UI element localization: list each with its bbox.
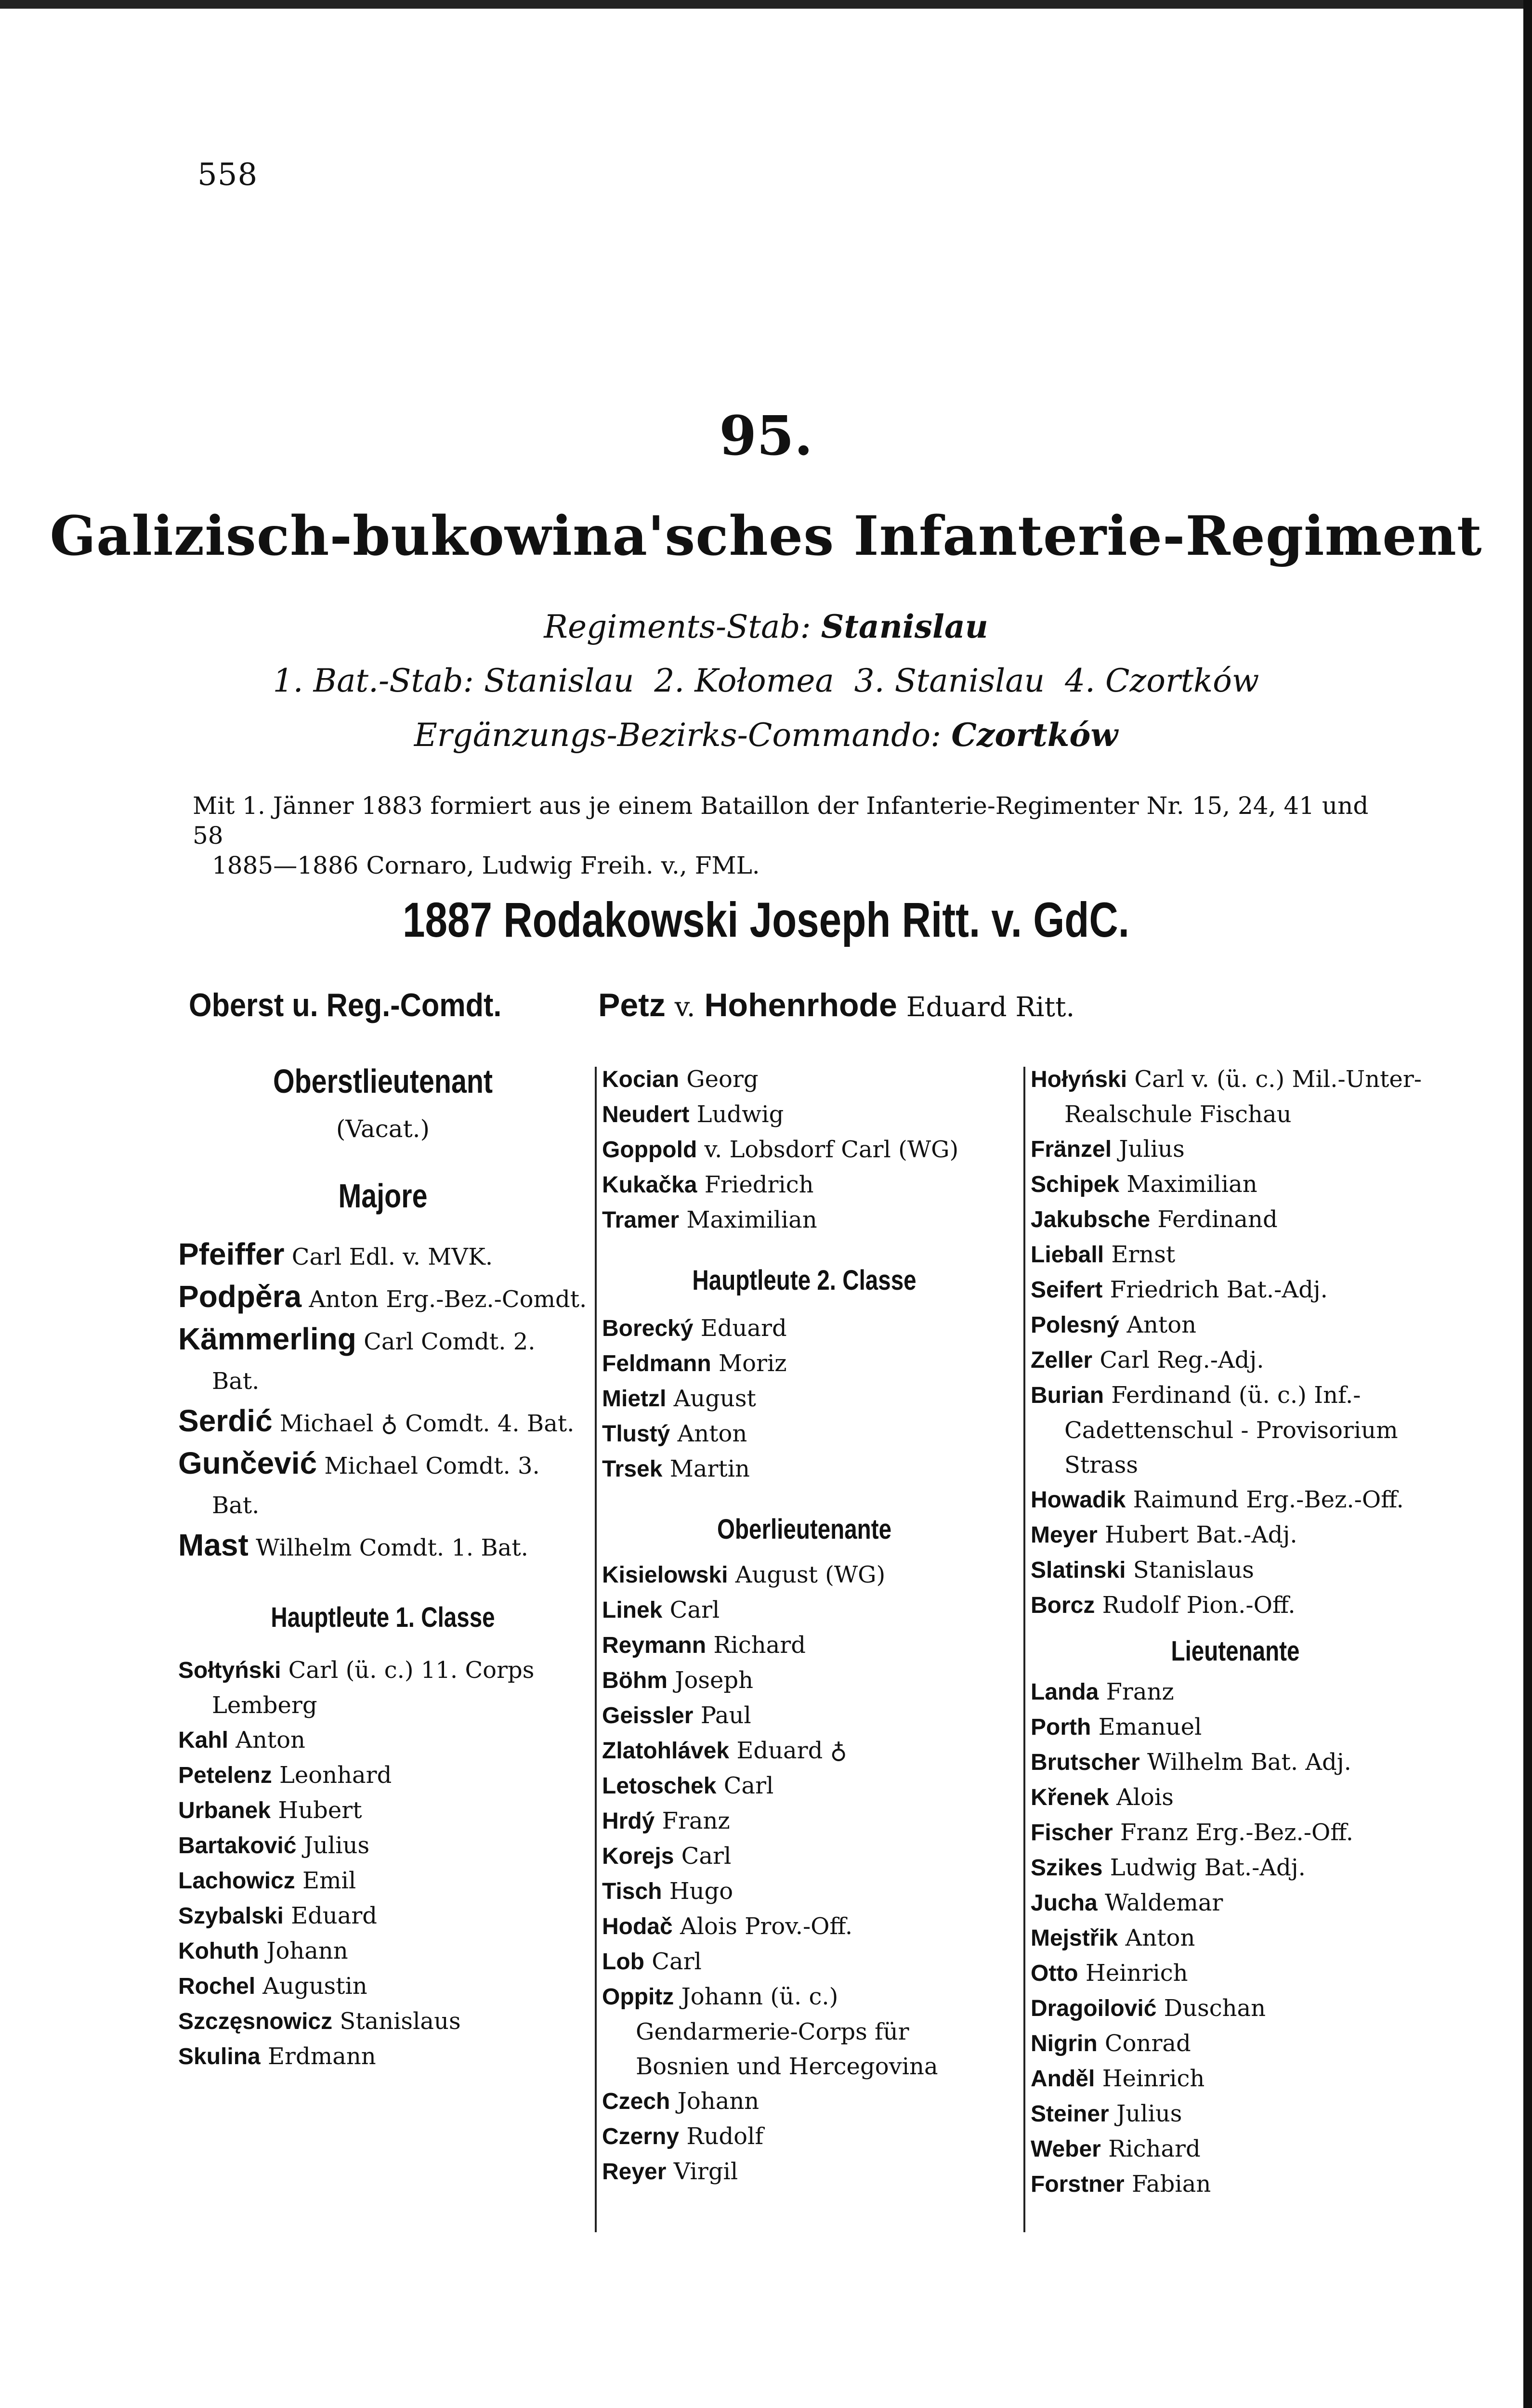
officer-surname: Hrdý [602,1808,655,1834]
officer-details: Raimund Erg.-Bez.-Off. [1133,1486,1404,1513]
officer-surname: Rochel [178,1974,256,1999]
officer-details: Carl Reg.-Adj. [1100,1347,1264,1374]
roster-entry [1031,1885,1440,1921]
scan-border-right [1523,0,1532,2408]
officer-details: Leonhard [279,1762,392,1789]
officer-details: v. Lobsdorf Carl (WG) [704,1136,959,1163]
roster-entry [1031,1815,1440,1850]
officer-surname: Schipek [1031,1172,1120,1197]
roster-entry [1031,1921,1440,1956]
officer-surname: Kämmerling [178,1322,356,1356]
hauptleute-2-list [602,1311,1007,1487]
roster-entry [602,1628,1007,1663]
officer-surname: Czerny [602,2124,680,2149]
officer-details: Johann [266,1937,348,1964]
roster-entry [602,1203,1007,1238]
roster-entry [178,1758,588,1793]
officer-surname: Oppitz [602,1984,674,2010]
column-3 [1031,1062,1440,2202]
officer-surname: Otto [1031,1961,1078,1986]
roster-entry [602,1733,1007,1768]
officer-details: Johann [677,2088,759,2115]
roster-entry [602,1346,1007,1381]
roster-entry [178,2004,588,2039]
officer-details: Duschan [1164,1995,1266,2022]
officer-details: Carl v. (ü. c.) Mil.-Unter-Realschule Fischau [1064,1066,1422,1128]
officer-surname: Skulina [178,2044,261,2069]
roster-entry [1031,2026,1440,2061]
roster-entry [602,1874,1007,1909]
officer-details: Carl (ü. c.) 11. Corps Lemberg [212,1657,535,1719]
officer-surname: Jakubsche [1031,1207,1151,1232]
officer-details: Paul [700,1702,751,1729]
officer-details: Ernst [1111,1241,1176,1268]
roster-entry [602,1698,1007,1733]
officer-surname: Petelenz [178,1763,272,1788]
officer-surname: Tisch [602,1879,662,1904]
officer-surname: Szikes [1031,1855,1103,1881]
roster-entry [1031,1675,1440,1710]
heading-oberstlieutenant: Oberstlieutenant [273,1062,493,1100]
officer-details: Friedrich [704,1171,814,1198]
roster-entry [602,1132,1007,1167]
officer-details: Emil [302,1867,356,1894]
officer-details: Maximilian [1126,1171,1257,1198]
roster-entry [602,2154,1007,2189]
officer-details: Fabian [1131,2171,1211,2198]
heading-hauptleute-1: Hauptleute 1. Classe [271,1602,495,1633]
roster-entry [602,1416,1007,1452]
officer-surname: Feldmann [602,1351,711,1376]
officer-surname: Borcz [1031,1593,1095,1618]
roster-entry [178,1898,588,1934]
regiment-stab-line [0,608,1532,645]
officer-details: Alois Prov.-Off. [680,1913,853,1940]
officer-surname: Landa [1031,1679,1099,1705]
officer-surname: Podpěra [178,1279,302,1314]
heading-lieutenante: Lieutenante [1171,1636,1300,1667]
officer-details: Anton [1126,1311,1197,1338]
officer-details: Erdmann [267,2043,376,2070]
officer-details: Georg [686,1066,759,1093]
heading-oberlieutenante: Oberlieutenante [717,1514,892,1545]
roster-entry [602,1452,1007,1487]
officer-surname: Geissler [602,1703,694,1728]
roster-entry [602,1167,1007,1203]
officer-surname: Lachowicz [178,1868,295,1894]
officer-surname: Lieball [1031,1242,1104,1268]
roster-entry [1031,1518,1440,1553]
roster-entry [178,1828,588,1863]
oberlieutenante-list [602,1557,1007,2189]
officer-details: Eduard ♁ [736,1737,847,1764]
officer-surname: Anděl [1031,2066,1095,2092]
officer-surname: Fränzel [1031,1137,1112,1162]
roster-entry [1031,2096,1440,2132]
officer-details: Michael Comdt. 3. Bat. [212,1453,540,1519]
officer-details: Carl [669,1597,720,1623]
formation-line-2: 1885—1886 Cornaro, Ludwig Freih. v., FML. [212,851,760,879]
battalion-stab-line: 1. Bat.-Stab: Stanislau 2. Kołomea 3. Stanislau 4. Czortków [273,662,1259,699]
officer-details: Anton [1125,1924,1195,1951]
officer-details: Maximilian [686,1206,817,1233]
roster-entry [178,1401,588,1443]
roster-entry [178,1969,588,2004]
officer-details: Ludwig [696,1101,784,1128]
officer-surname: Křenek [1031,1785,1109,1810]
roster-entry [1031,1553,1440,1588]
roster-entry [602,1062,1007,1097]
lieutenante-list [1031,1675,1440,2202]
roster-entry [1031,1237,1440,1272]
officer-surname: Linek [602,1597,663,1623]
officer-surname: Mast [178,1528,249,1562]
officer-details: Julius [1116,2100,1182,2127]
column-1 [178,1062,588,2074]
officer-surname: Nigrin [1031,2031,1098,2056]
roster-entry [178,1934,588,1969]
scan-border-top [0,0,1532,9]
officer-details: August (WG) [735,1561,886,1588]
officer-surname: Borecký [602,1316,694,1341]
roster-entry [178,1319,588,1401]
officer-surname: Reymann [602,1633,707,1658]
officer-details: Carl [723,1772,774,1799]
roster-entry [602,1311,1007,1346]
officer-surname: Tlustý [602,1421,670,1447]
officer-details: Rudolf Pion.-Off. [1102,1592,1296,1619]
roster-entry [1031,1062,1440,1132]
officer-surname: Weber [1031,2136,1101,2162]
officer-surname: Kukačka [602,1172,697,1198]
roster-entry [602,1944,1007,1979]
roster-entry [1031,1745,1440,1780]
officer-surname: Polesný [1031,1312,1120,1338]
officer-details: Emanuel [1098,1714,1202,1741]
officer-surname: Serdić [178,1403,273,1438]
roster-entry [178,1723,588,1758]
officer-details: Augustin [262,1973,367,2000]
oberst-line [189,986,1075,1024]
roster-entry [1031,1272,1440,1308]
column-2 [602,1062,1007,2189]
hauptleute-1-continued-list [602,1062,1007,1238]
roster-entry [1031,1780,1440,1815]
column-divider-2 [1023,1067,1025,2232]
officer-surname: Forstner [1031,2172,1125,2197]
majore-list [178,1234,588,1568]
officer-details: Julius [1119,1136,1185,1163]
roster-entry [178,2039,588,2074]
regiment-owner: 1887 Rodakowski Joseph Ritt. v. GdC. [402,892,1130,947]
officer-details: Moriz [718,1350,787,1377]
ergaenzung-label: Ergänzungs-Bezirks-Commando: [414,717,942,754]
officer-surname: Pfeiffer [178,1237,285,1271]
stab-label: Regiments-Stab: [544,608,811,645]
officer-details: Anton [236,1727,305,1754]
officer-details: Heinrich [1102,2065,1205,2092]
roster-entry [178,1653,588,1723]
officer-surname: Letoschek [602,1773,717,1799]
officer-details: Wilhelm Comdt. 1. Bat. [256,1534,528,1561]
officer-details: Ferdinand (ü. c.) Inf.-Cadettenschul - Provisorium Strass [1064,1382,1398,1479]
officer-surname: Lob [602,1949,644,1975]
officer-details: Martin [669,1455,750,1482]
officer-surname: Steiner [1031,2101,1109,2127]
officer-surname: Kahl [178,1727,229,1753]
officer-details: Stanislaus [1133,1557,1254,1584]
roster-entry [602,1593,1007,1628]
roster-entry [1031,1956,1440,1991]
officer-details: Rudolf [686,2123,764,2150]
roster-entry [602,1381,1007,1416]
officer-details: Franz [1106,1678,1174,1705]
officer-details: Stanislaus [340,2008,461,2035]
roster-entry [602,1909,1007,1944]
officer-details: Carl Comdt. 2. Bat. [212,1328,536,1395]
officer-details: Joseph [675,1667,754,1694]
officer-details: Waldemar [1105,1889,1223,1916]
officer-surname: Slatinski [1031,1557,1126,1583]
roster-entry [1031,1202,1440,1237]
officer-details: Anton [677,1420,747,1447]
roster-entry [178,1277,588,1319]
officer-surname: Trsek [602,1456,663,1482]
officer-surname: Dragoilović [1031,1996,1157,2021]
roster-entry [1031,1710,1440,1745]
officer-details: Wilhelm Bat. Adj. [1147,1749,1351,1776]
officer-details: Heinrich [1085,1960,1188,1987]
roster-entry [602,1663,1007,1698]
officer-surname: Fischer [1031,1820,1113,1845]
officer-surname: Czech [602,2089,670,2114]
officer-details: Carl [652,1948,702,1975]
stab-place: Stanislau [821,608,988,645]
officer-details: Franz [662,1807,730,1834]
officer-surname: Reyer [602,2159,667,2185]
roster-entry [602,1768,1007,1804]
officer-details: Julius [303,1832,370,1859]
officer-surname: Meyer [1031,1522,1098,1548]
regiment-title: Galizisch-bukowina'sches Infanterie-Regiment [50,505,1482,568]
roster-entry [602,1839,1007,1874]
officer-surname: Hodač [602,1914,673,1939]
page-number: 558 [197,157,258,193]
officer-surname: Hołyński [1031,1067,1127,1092]
roster-entry [178,1863,588,1898]
roster-entry [1031,1378,1440,1482]
officer-surname: Zeller [1031,1348,1093,1373]
roster-entry [1031,1308,1440,1343]
officer-details: Richard [1108,2135,1201,2162]
officer-surname: Seifert [1031,1277,1103,1303]
officer-details: Virgil [673,2158,738,2185]
ergaenzung-line [0,716,1532,754]
officer-details: Ferdinand [1157,1206,1278,1233]
roster-entry [602,1804,1007,1839]
officer-surname: Mietzl [602,1386,667,1412]
heading-majore: Majore [338,1177,428,1215]
officer-surname: Gunčević [178,1446,317,1480]
officer-surname: Jucha [1031,1890,1098,1916]
officer-details: Hugo [669,1878,733,1905]
officer-surname: Goppold [602,1137,697,1163]
officer-details: Carl [681,1843,732,1870]
roster-entry [1031,1343,1440,1378]
roster-entry [1031,2061,1440,2096]
officer-details: Friedrich Bat.-Adj. [1110,1276,1328,1303]
roster-entry [1031,1991,1440,2026]
officer-details: Eduard [291,1902,378,1929]
officer-surname: Kocian [602,1067,680,1092]
heading-hauptleute-2: Hauptleute 2. Classe [692,1265,917,1296]
officer-details: Alois [1116,1784,1174,1811]
roster-entry [602,1979,1007,2084]
roster-entry [178,1525,588,1568]
officer-surname: Zlatohlávek [602,1738,730,1764]
officer-details: Franz Erg.-Bez.-Off. [1120,1819,1353,1846]
officer-surname: Urbanek [178,1798,271,1823]
oberstlieutenant-vacat: (Vacat.) [336,1115,430,1143]
roster-entry [602,2119,1007,2154]
officer-surname: Bartaković [178,1833,297,1858]
officer-surname: Szczęsnowicz [178,2009,333,2034]
roster-entry [602,2084,1007,2119]
roster-entry [1031,1588,1440,1623]
officer-surname: Korejs [602,1844,674,1869]
officer-details: Michael ♁ Comdt. 4. Bat. [279,1410,575,1437]
officer-details: Richard [713,1632,806,1659]
officer-details: August [673,1385,756,1412]
roster-entry [1031,1482,1440,1518]
roster-entry [1031,1132,1440,1167]
officer-details: Hubert [278,1797,362,1824]
hauptleute-1-list [178,1653,588,2074]
officer-details: Johann (ü. c.) Gendarmerie-Corps für Bosnien und Hercegovina [636,1983,938,2080]
officer-surname: Kohuth [178,1938,259,1964]
roster-entry [602,1097,1007,1132]
officer-details: Conrad [1104,2030,1191,2057]
officer-surname: Kisielowski [602,1562,728,1588]
officer-details: Hubert Bat.-Adj. [1105,1521,1297,1548]
officer-surname: Tramer [602,1207,680,1233]
roster-entry [178,1793,588,1828]
officer-surname: Burian [1031,1383,1104,1408]
roster-entry [178,1443,588,1525]
roster-entry [178,1234,588,1277]
officer-details: Eduard [700,1315,787,1342]
oberst-name: Petz v. Hohenrhode Eduard Ritt. [598,987,1075,1023]
formation-note [193,791,1377,880]
officer-details: Ludwig Bat.-Adj. [1110,1854,1306,1881]
officer-details: Anton Erg.-Bez.-Comdt. [309,1286,587,1313]
officer-surname: Brutscher [1031,1750,1140,1775]
oberst-rank: Oberst u. Reg.-Comdt. [189,987,502,1023]
officer-surname: Szybalski [178,1903,284,1929]
officer-surname: Sołtyński [178,1658,281,1683]
officer-surname: Neudert [602,1102,690,1127]
column-divider-1 [595,1067,597,2232]
oberlieutenante-continued-list [1031,1062,1440,1623]
roster-entry [1031,2167,1440,2202]
roster-entry [1031,1850,1440,1885]
officer-surname: Howadik [1031,1487,1126,1513]
roster-entry [1031,1167,1440,1202]
ergaenzung-place: Czortków [951,716,1118,754]
roster-entry [1031,2132,1440,2167]
officer-details: Carl Edl. v. MVK. [291,1243,493,1270]
formation-line-1: Mit 1. Jänner 1883 formiert aus je einem Bataillon der Infanterie-Regimenter Nr. 15, 24, 41 und 58 [193,792,1369,850]
officer-surname: Porth [1031,1714,1091,1740]
officer-surname: Böhm [602,1668,668,1693]
officer-surname: Mejstřik [1031,1925,1118,1951]
roster-entry [602,1557,1007,1593]
regiment-number: 95. [719,405,813,468]
